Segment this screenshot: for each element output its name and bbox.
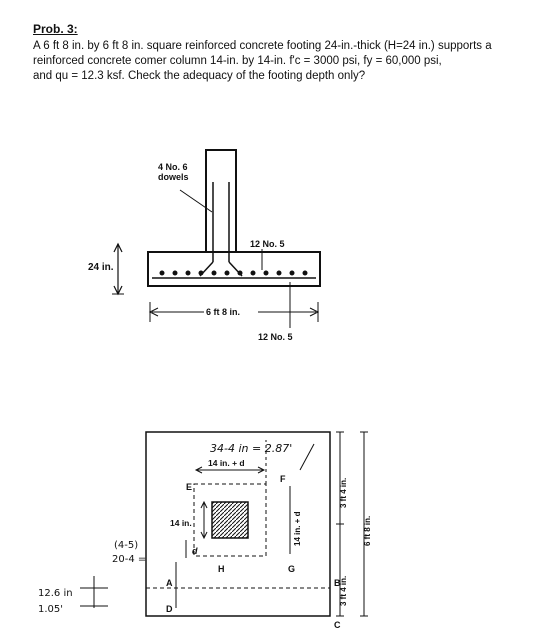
point-b: B xyxy=(334,578,341,588)
dim-right-label: 14 in. + d xyxy=(293,511,302,546)
hand-note-2: 20-4 = xyxy=(112,554,147,565)
column-elevation xyxy=(206,150,236,252)
point-e: E xyxy=(186,482,193,492)
problem-line-3: and qu = 12.3 ksf. Check the adequacy of the footing depth only? xyxy=(33,70,366,82)
footing-slab xyxy=(148,252,320,286)
hand-note-3: 12.6 in xyxy=(38,588,73,599)
dim-3ft4-lower: 3 ft 4 in. xyxy=(339,575,348,606)
column-plan xyxy=(212,502,248,538)
dowel-leader xyxy=(180,190,212,212)
problem-title: Prob. 3: xyxy=(33,22,78,36)
rebar-dots xyxy=(160,271,308,276)
hand-note-1: (4-5) xyxy=(114,540,139,551)
dim-top-label: 14 in. + d xyxy=(208,458,245,468)
point-g: G xyxy=(288,564,296,574)
dowels-label-2: dowels xyxy=(158,172,189,182)
point-h: H xyxy=(218,564,225,574)
plan-view xyxy=(38,432,372,630)
bottom-bars-label: 12 No. 5 xyxy=(258,332,293,342)
problem-line-2: reinforced concrete comer column 14-in. by 14-in. f'c = 3000 psi, fy = 60,000 psi, xyxy=(33,55,442,67)
point-a: A xyxy=(166,578,173,588)
dim-col-label: 14 in. xyxy=(170,518,192,528)
point-d: D xyxy=(166,604,173,614)
point-f: F xyxy=(280,474,286,484)
elevation-view xyxy=(88,150,320,342)
handwritten-formula: 34-4 in = 2.87' xyxy=(210,442,293,455)
dim-3ft4-upper: 3 ft 4 in. xyxy=(339,477,348,508)
d-label: d xyxy=(192,546,198,556)
thickness-label: 24 in. xyxy=(88,262,114,273)
dim-6ft8: 6 ft 8 in. xyxy=(363,515,372,546)
top-bars-label: 12 No. 5 xyxy=(250,239,285,249)
point-c: C xyxy=(334,620,341,630)
hand-note-4: 1.05' xyxy=(38,604,64,615)
width-label: 6 ft 8 in. xyxy=(206,307,241,317)
dowels-label: 4 No. 6 xyxy=(158,162,188,172)
problem-line-1: A 6 ft 8 in. by 6 ft 8 in. square reinforced concrete footing 24-in.-thick (H=24 in.) supports a xyxy=(33,40,492,52)
